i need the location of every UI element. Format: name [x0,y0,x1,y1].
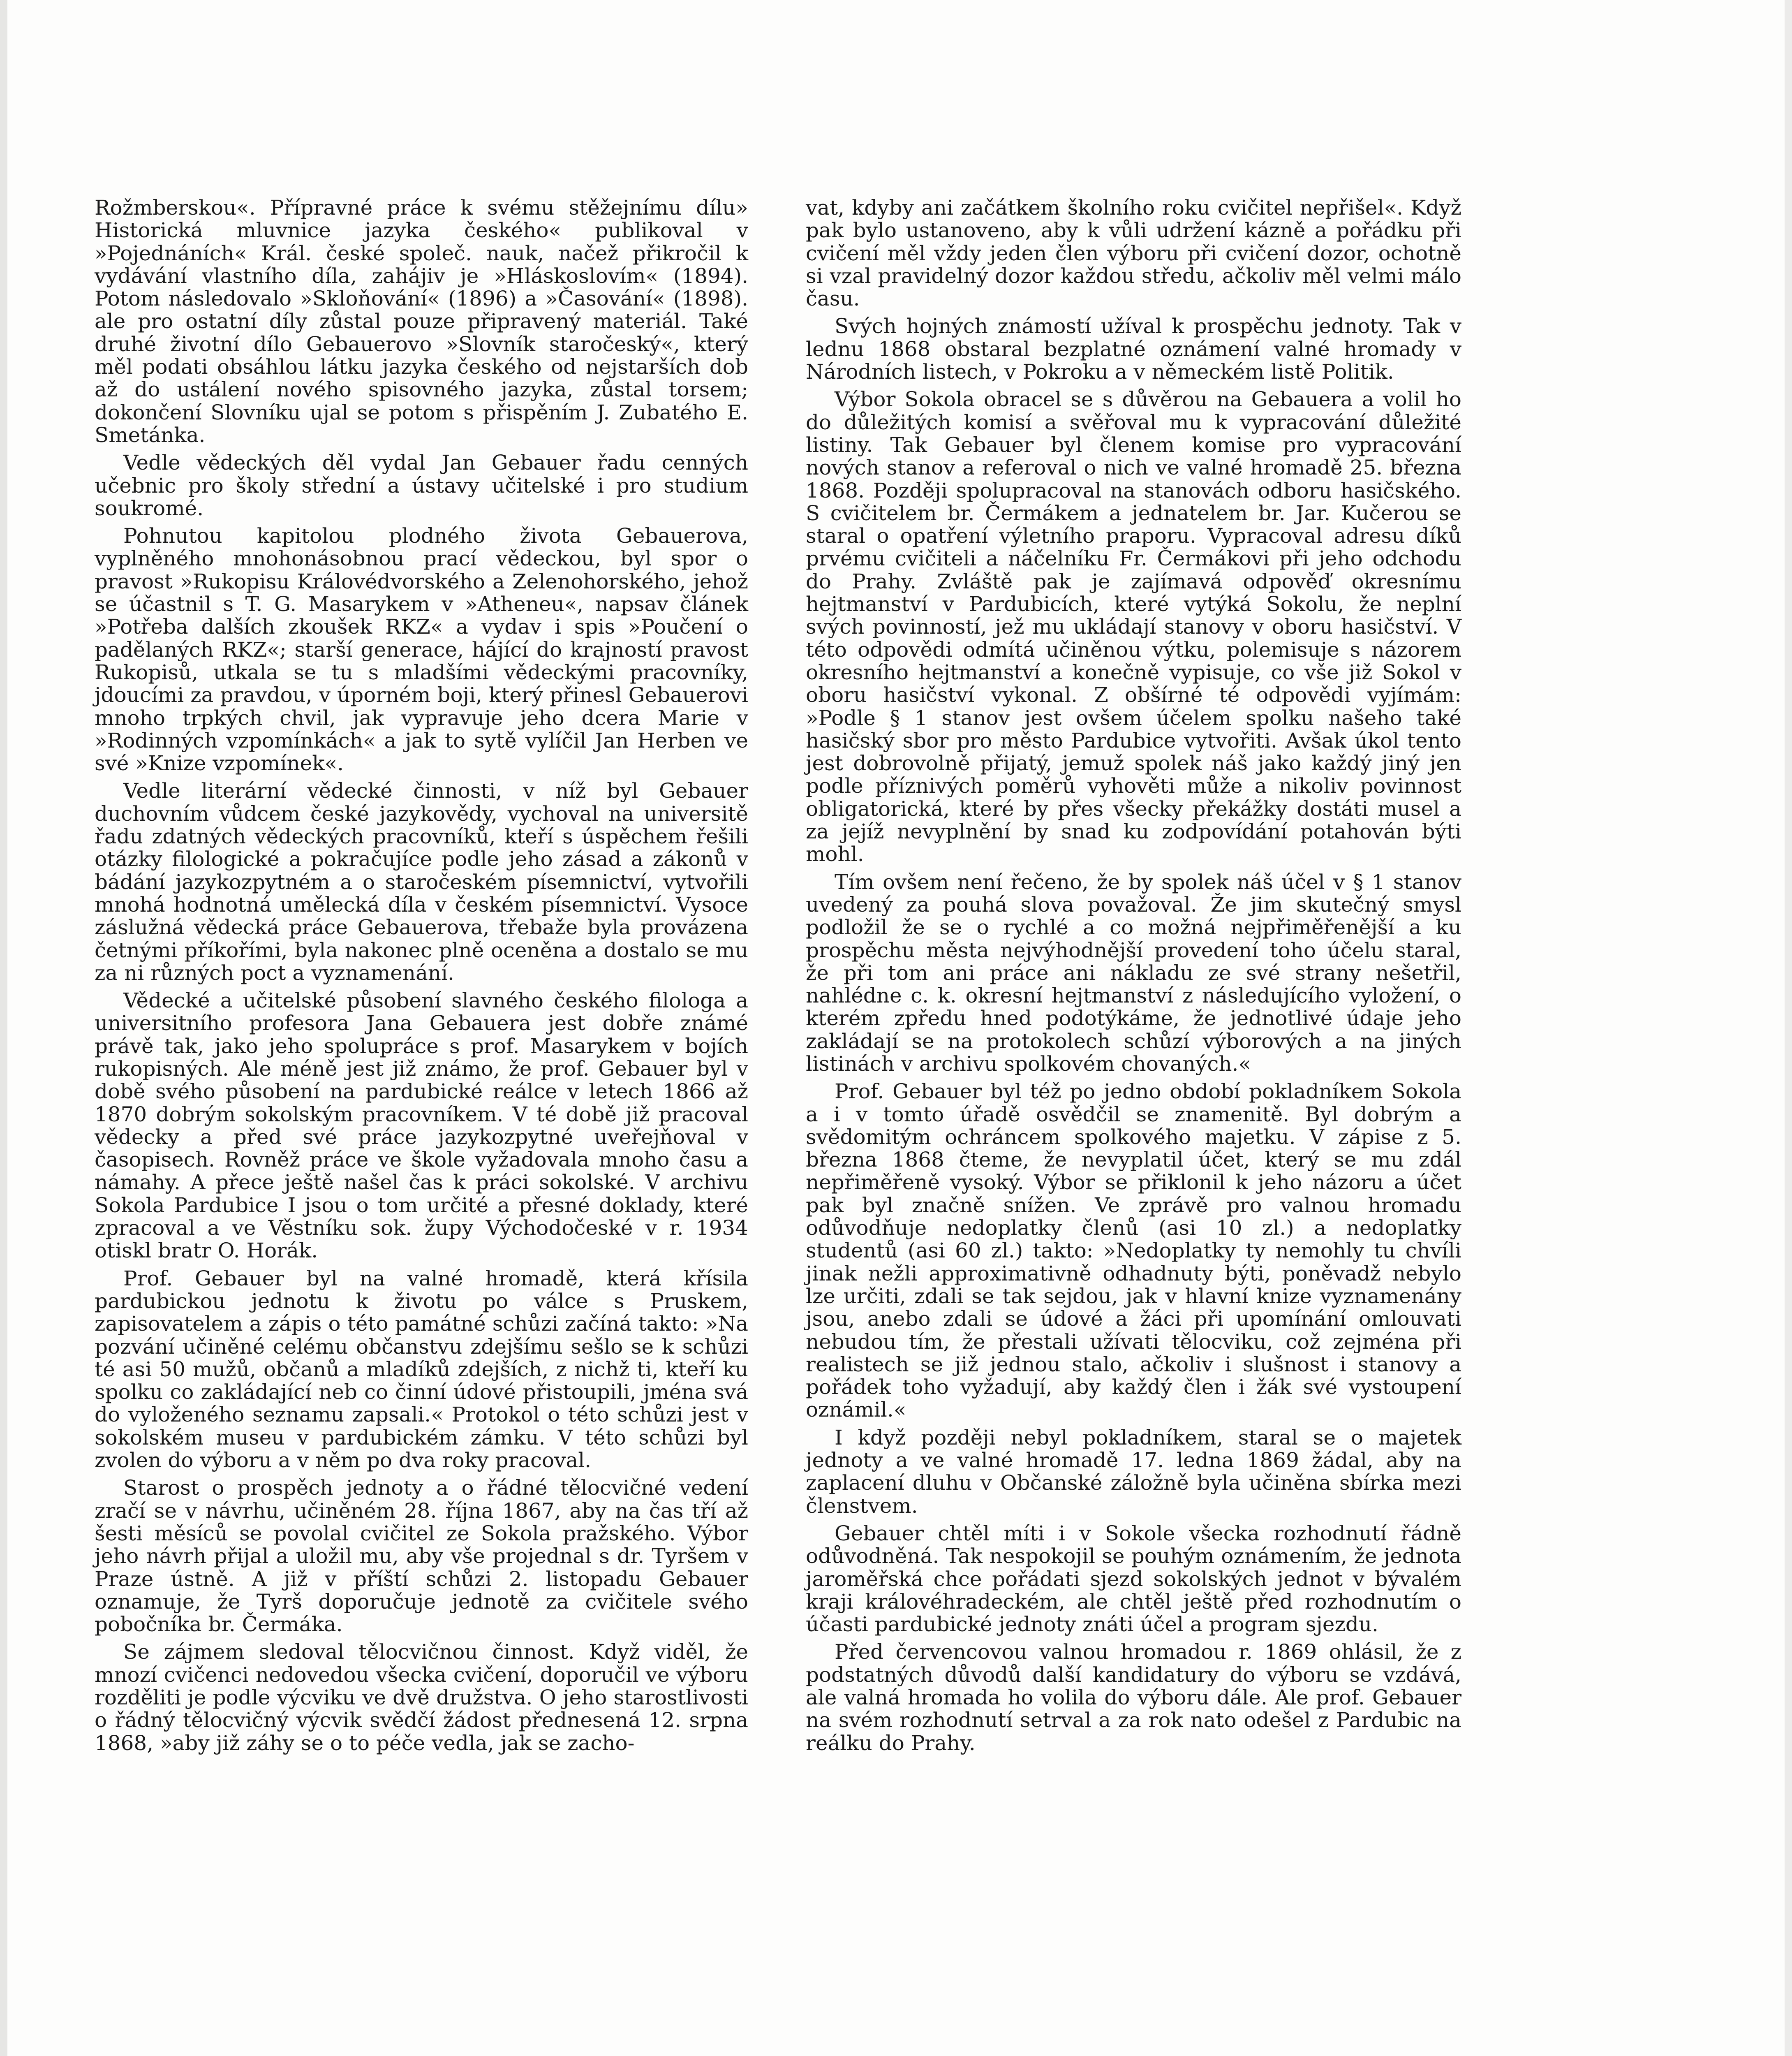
paragraph: Svých hojných známostí užíval k prospěchu jednoty. Tak v lednu 1868 obstaral bezplatné oznámení valné hromady v Národních listech, v Pokroku a v německém listě Politik. [806,314,1461,384]
paragraph: Pohnutou kapitolou plodného života Gebauerova, vyplněného mnohonásobnou prací vědeckou, byl spor o pravost »Rukopisu Královédvorského a Zelenohorského, jehož se účastnil s T. G. Masarykem v »Atheneu«, napsav článek »Potřeba dalších zkoušek RKZ« a vydav i spis »Poučení o padělaných RKZ«; starší generace, hájící do krajností pravost Rukopisů, utkala se tu s mladšími vědeckými pracovníky, jdoucími za pravdou, v úporném boji, který přinesl Gebauerovi mnoho trpkých chvil, jak vypravuje jeho dcera Marie v »Rodinných vzpomínkách« a jak to sytě vylíčil Jan Herben ve své »Knize vzpomínek«. [95,524,748,776]
paragraph: Prof. Gebauer byl na valné hromadě, která křísila pardubickou jednotu k životu po válce s Pruskem, zapisovatelem a zápis o této památné schůzi začíná takto: »Na pozvání učiněné celému občanstvu zdejšímu sešlo se k schůzi té asi 50 mužů, občanů a mladíků zdejších, z nichž ti, kteří ku spolku co zakládající neb co činní údové přistoupili, jména svá do vyloženého seznamu zapsali.« Protokol o této schůzi jest v sokolském museu v pardubickém zámku. V této schůzi byl zvolen do výboru a v něm po dva roky pracoval. [95,1266,748,1473]
paragraph: Vedle literární vědecké činnosti, v níž byl Gebauer duchovním vůdcem české jazykovědy, vychoval na universitě řadu zdatných vědeckých pracovníků, kteří s úspěchem řešili otázky filologické a pokračujíce podle jeho zásad a zákonů v bádání jazykozpytném a o staročeském písemnictví, vytvořili mnohá hodnotná umělecká díla v českém písemnictví. Vysoce záslužná vědecká práce Gebauerova, třebaže byla provázena četnými příkořími, byla nakonec plně oceněna a dostalo se mu za ni různých poct a vyznamenání. [95,779,748,985]
paragraph: Starost o prospěch jednoty a o řádné tělocvičné vedení zračí se v návrhu, učiněném 28. října 1867, aby na čas tří až šesti měsíců se povolal cvičitel ze Sokola pražského. Výbor jeho návrh přijal a uložil mu, aby vše projednal s dr. Tyršem v Praze ústně. A již v příští schůzi 2. listopadu Gebauer oznamuje, že Tyrš doporučuje jednotě za cvičitele svého pobočníka br. Čermáka. [95,1476,748,1637]
paragraph: Vedle vědeckých děl vydal Jan Gebauer řadu cenných učebnic pro školy střední a ústavy učitelské i pro studium soukromé. [95,451,748,520]
paragraph: Gebauer chtěl míti i v Sokole všecka rozhodnutí řádně odůvodněná. Tak nespokojil se pouhým oznámením, že jednota jaroměřská chce pořádati sjezd sokolských jednot v bývalém kraji královéhradeckém, ale chtěl ještě před rozhodnutím o účasti pardubické jednoty znáti účel a program sjezdu. [806,1521,1461,1637]
right-column [806,197,1461,1760]
paragraph: vat, kdyby ani začátkem školního roku cvičitel nepřišel«. Když pak bylo ustanoveno, aby k vůli udržení kázně a pořádku při cvičení měl vždy jeden člen výboru při cvičení dozor, ochotně si vzal pravidelný dozor každou středu, ačkoliv měl velmi málo času. [806,196,1461,311]
paragraph: Prof. Gebauer byl též po jedno období pokladníkem Sokola a i v tomto úřadě osvědčil se znamenitě. Byl dobrým a svědomitým ochráncem spolkového majetku. V zápise z 5. března 1868 čteme, že nevyplatil účet, který se mu zdál nepřiměřeně vysoký. Výbor se přiklonil k jeho názoru a účet pak byl značně snížen. Ve zprávě pro valnou hromadu odůvodňuje nedoplatky členů (asi 10 zl.) a nedoplatky studentů (asi 60 zl.) takto: »Nedoplatky ty nemohly tu chvíli jinak nežli approximativně odhadnuty býti, poněvadž nebylo lze určiti, zdali se tak sejdou, jak v hlavní knize vyznamenány jsou, anebo zdali se údové a žáci při upomínání omlouvati nebudou tím, že přestali užívati tělocviku, což zejména při realistech se již jednou stalo, ačkoliv i slušnost i stanovy a pořádek toho vyžadují, aby každý člen i žák své vystoupení oznámil.« [806,1079,1461,1422]
paragraph: Tím ovšem není řečeno, že by spolek náš účel v § 1 stanov uvedený za pouhá slova považoval. Že jim skutečný smysl podložil že se o rychlé a co možná nejpřiměřenější a ku prospěchu města nejvýhodnější provedení toho účelu staral, že při tom ani práce ani nákladu ze své strany nešetřil, nahlédne c. k. okresní hejtmanství z následujícího vyložení, o kterém zpředu hned podotýkáme, že jednotlivé údaje jeho zakládají se na protokolech schůzí výborových a na jiných listinách v archivu spolkovém chovaných.« [806,870,1461,1076]
paragraph: Rožmberskou«. Přípravné práce k svému stěžejnímu dílu» Historická mluvnice jazyka českého« publikoval v »Pojednáních« Král. české společ. nauk, načež přikročil k vydávání vlastního díla, zahájiv je »Hláskoslovím« (1894). Potom následovalo »Skloňování« (1896) a »Časování« (1898). ale pro ostatní díly zůstal pouze připravený materiál. Také druhé životní dílo Gebauerovo »Slovník staročeský«, který měl podati obsáhlou látku jazyka českého od nejstarších dob až do ustálení nového spisovného jazyka, zůstal torsem; dokončení Slovníku ujal se potom s přispěním J. Zubatého E. Smetánka. [95,196,748,447]
paragraph: Před červencovou valnou hromadou r. 1869 ohlásil, že z podstatných důvodů další kandidatury do výboru se vzdává, ale valná hromada ho volila do výboru dále. Ale prof. Gebauer na svém rozhodnutí setrval a za rok nato odešel z Pardubic na reálku do Prahy. [806,1640,1461,1755]
paragraph: Se zájmem sledoval tělocvičnou činnost. Když viděl, že mnozí cvičenci nedovedou všecka cvičení, doporučil ve výboru rozděliti je podle výcviku ve dvě družstva. O jeho starostlivosti o řádný tělocvičný výcvik svědčí žádost přednesená 12. srpna 1868, »aby již záhy se o to péče vedla, jak se zacho- [95,1640,748,1755]
paragraph: Vědecké a učitelské působení slavného českého filologa a universitního profesora Jana Gebauera jest dobře známé právě tak, jako jeho spolupráce s prof. Masarykem v bojích rukopisných. Ale méně jest již známo, že prof. Gebauer byl v době svého působení na pardubické reálce v letech 1866 až 1870 dobrým sokolským pracovníkem. V té době již pracoval vědecky a před své práce jazykozpytné uveřejňoval v časopisech. Rovněž práce ve škole vyžadovala mnoho času a námahy. A přece ještě našel čas k práci sokolské. V archivu Sokola Pardubice I jsou o tom určité a přesné doklady, které zpracoval a ve Věstníku sok. župy Východočeské v r. 1934 otiskl bratr O. Horák. [95,989,748,1263]
paragraph: Výbor Sokola obracel se s důvěrou na Gebauera a volil ho do důležitých komisí a svěřoval mu k vypracování důležité listiny. Tak Gebauer byl členem komise pro vypracování nových stanov a referoval o nich ve valné hromadě 25. března 1868. Později spolupracoval na stanovách odboru hasičského. S cvičitelem br. Čermákem a jednatelem br. Jar. Kučerou se staral o opatření výletního praporu. Vypracoval adresu díků prvému cvičiteli a náčelníku Fr. Čermákovi při jeho odchodu do Prahy. Zvláště pak je zajímavá odpověď okresnímu hejtmanství v Pardubicích, které vytýká Sokolu, že neplní svých povinností, jež mu ukládají stanovy v oboru hasičství. V této odpovědi odmítá učiněnou výtku, polemisuje s názorem okresního hejtmanství a konečně vypisuje, co vše již Sokol v oboru hasičství vykonal. Z obšírné té odpovědi vyjímám: »Podle § 1 stanov jest ovšem účelem spolku našeho také hasičský sbor pro město Pardubice vytvořiti. Avšak úkol tento jest dobrovolně přijatý, jemuž spolek náš jako každý jiný jen podle příznivých poměrů vyhověti může a nikoliv povinnost obligatorická, které by přes všecky překážky dostáti musel a za jejíž nevyplnění by snad ku zodpovídání potahován býti mohl. [806,387,1461,866]
paragraph: I když později nebyl pokladníkem, staral se o majetek jednoty a ve valné hromadě 17. ledna 1869 žádal, aby na zaplacení dluhu v Občanské záložně byla učiněna sbírka mezi členstvem. [806,1425,1461,1518]
left-column [95,197,748,1760]
